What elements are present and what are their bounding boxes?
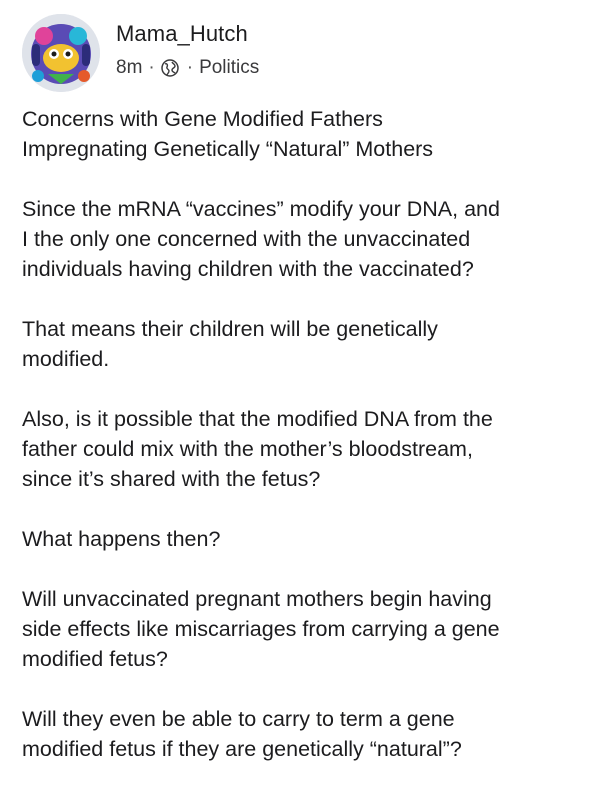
post-paragraph: That means their children will be genetically modified.: [22, 317, 438, 371]
post-paragraph: Also, is it possible that the modified DNA from the father could mix with the mother’s bloodstream, since it’s shared with the fetus?: [22, 407, 493, 491]
post-paragraph: What happens then?: [22, 527, 221, 551]
avatar[interactable]: [22, 14, 100, 92]
post-paragraph: Since the mRNA “vaccines” modify your DNA, and I the only one concerned with the unvaccinated individuals having children with the vaccinated?: [22, 197, 500, 281]
post-meta: [116, 14, 259, 80]
separator-dot-2: ·: [186, 57, 194, 78]
post-body: [22, 104, 592, 794]
post-time[interactable]: 8m: [116, 57, 143, 78]
avatar-image: [22, 14, 100, 92]
post-header: [22, 14, 259, 92]
author-name[interactable]: Mama_Hutch: [116, 21, 248, 46]
post-subline: [116, 56, 259, 80]
globe-icon: [161, 59, 179, 77]
post-category[interactable]: Politics: [199, 57, 260, 78]
separator-dot: ·: [148, 57, 155, 78]
post-paragraph: Will they even be able to carry to term a gene modified fetus if they are genetically “natural”?: [22, 707, 462, 761]
post-paragraph: Will unvaccinated pregnant mothers begin having side effects like miscarriages from carrying a gene modified fetus?: [22, 587, 500, 671]
post-paragraph-title: Concerns with Gene Modified Fathers Impregnating Genetically “Natural” Mothers: [22, 107, 434, 161]
